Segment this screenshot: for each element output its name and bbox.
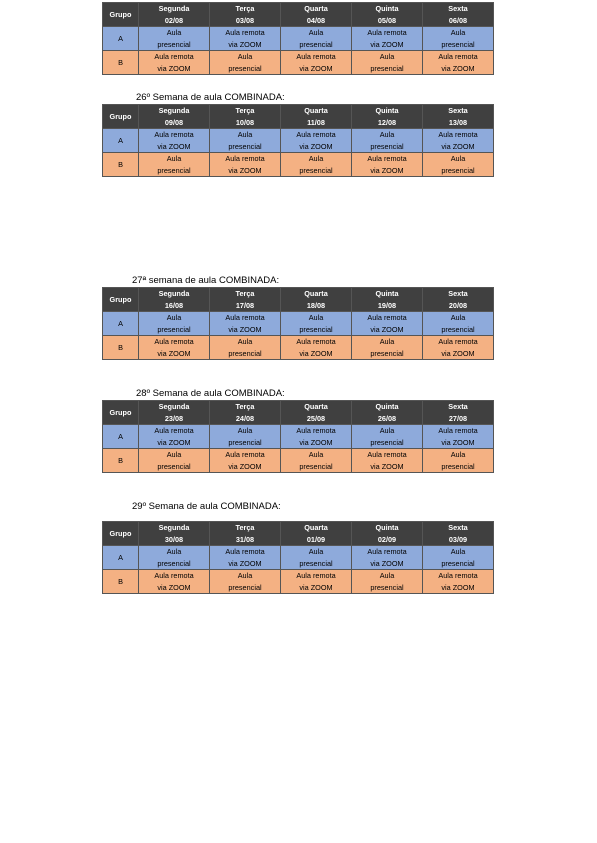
header-cell-terca: Terça 17/08: [210, 288, 281, 312]
class-cell: Aula remota via ZOOM: [210, 312, 281, 336]
group-a-row: [103, 425, 494, 449]
class-cell: Aula remota via ZOOM: [352, 153, 423, 177]
class-cell: Aula presencial: [210, 129, 281, 153]
schedule-table: [102, 2, 494, 75]
class-cell: Aula presencial: [139, 27, 210, 51]
header-row: [103, 522, 494, 546]
group-a-row: [103, 312, 494, 336]
header-cell-segunda: Segunda 02/08: [139, 3, 210, 27]
class-cell: Aula remota via ZOOM: [352, 312, 423, 336]
header-cell-sexta: Sexta 27/08: [423, 401, 494, 425]
header-cell-quarta: Quarta 01/09: [281, 522, 352, 546]
class-cell: Aula presencial: [281, 449, 352, 473]
class-cell: Aula presencial: [139, 546, 210, 570]
class-cell: Aula presencial: [352, 336, 423, 360]
class-cell: Aula remota via ZOOM: [352, 449, 423, 473]
header-cell-segunda: Segunda 30/08: [139, 522, 210, 546]
class-cell: Aula presencial: [281, 546, 352, 570]
group-b-row: [103, 449, 494, 473]
class-cell: Aula presencial: [210, 570, 281, 594]
class-cell: Aula remota via ZOOM: [139, 129, 210, 153]
class-cell: Aula presencial: [423, 546, 494, 570]
header-cell-segunda: Segunda 09/08: [139, 105, 210, 129]
class-cell: Aula remota via ZOOM: [281, 336, 352, 360]
header-cell-quinta: Quinta 12/08: [352, 105, 423, 129]
class-cell: Aula remota via ZOOM: [423, 129, 494, 153]
schedule-table: [102, 400, 494, 473]
schedule-table: [102, 287, 494, 360]
group-b-row: [103, 153, 494, 177]
class-cell: Aula remota via ZOOM: [281, 51, 352, 75]
header-cell-sexta: Sexta 20/08: [423, 288, 494, 312]
header-cell-quarta: Quarta 18/08: [281, 288, 352, 312]
class-cell: Aula remota via ZOOM: [281, 129, 352, 153]
class-cell: Aula remota via ZOOM: [281, 425, 352, 449]
header-cell-terca: Terça 24/08: [210, 401, 281, 425]
class-cell: Aula remota via ZOOM: [423, 425, 494, 449]
class-cell: Aula remota via ZOOM: [139, 336, 210, 360]
class-cell: Aula remota via ZOOM: [139, 51, 210, 75]
group-b-row: [103, 51, 494, 75]
header-row: [103, 288, 494, 312]
class-cell: Aula presencial: [281, 312, 352, 336]
class-cell: Aula remota via ZOOM: [423, 51, 494, 75]
header-row: [103, 401, 494, 425]
header-cell-sexta: Sexta 03/09: [423, 522, 494, 546]
group-label: B: [103, 449, 139, 473]
class-cell: Aula remota via ZOOM: [352, 546, 423, 570]
header-cell-grupo: Grupo: [103, 105, 139, 129]
week-heading: 29º Semana de aula COMBINADA:: [132, 501, 281, 512]
class-cell: Aula remota via ZOOM: [210, 153, 281, 177]
header-cell-terca: Terça 10/08: [210, 105, 281, 129]
class-cell: Aula presencial: [210, 425, 281, 449]
header-row: [103, 105, 494, 129]
class-cell: Aula presencial: [281, 27, 352, 51]
header-cell-grupo: Grupo: [103, 288, 139, 312]
group-a-row: [103, 27, 494, 51]
group-a-row: [103, 129, 494, 153]
class-cell: Aula remota via ZOOM: [423, 570, 494, 594]
header-cell-terca: Terça 03/08: [210, 3, 281, 27]
header-cell-sexta: Sexta 06/08: [423, 3, 494, 27]
header-cell-quinta: Quinta 02/09: [352, 522, 423, 546]
class-cell: Aula remota via ZOOM: [139, 425, 210, 449]
class-cell: Aula remota via ZOOM: [210, 546, 281, 570]
header-row: [103, 3, 494, 27]
group-label: A: [103, 425, 139, 449]
header-cell-segunda: Segunda 23/08: [139, 401, 210, 425]
header-cell-grupo: Grupo: [103, 3, 139, 27]
group-label: B: [103, 51, 139, 75]
class-cell: Aula presencial: [281, 153, 352, 177]
header-cell-quinta: Quinta 19/08: [352, 288, 423, 312]
class-cell: Aula presencial: [210, 336, 281, 360]
class-cell: Aula presencial: [352, 51, 423, 75]
class-cell: Aula presencial: [139, 312, 210, 336]
group-label: A: [103, 546, 139, 570]
class-cell: Aula presencial: [352, 425, 423, 449]
header-cell-segunda: Segunda 16/08: [139, 288, 210, 312]
group-b-row: [103, 336, 494, 360]
group-label: A: [103, 312, 139, 336]
header-cell-grupo: Grupo: [103, 522, 139, 546]
header-cell-grupo: Grupo: [103, 401, 139, 425]
class-cell: Aula presencial: [139, 153, 210, 177]
class-cell: Aula remota via ZOOM: [281, 570, 352, 594]
group-label: B: [103, 153, 139, 177]
class-cell: Aula presencial: [139, 449, 210, 473]
group-label: A: [103, 129, 139, 153]
group-label: A: [103, 27, 139, 51]
class-cell: Aula remota via ZOOM: [210, 449, 281, 473]
class-cell: Aula presencial: [210, 51, 281, 75]
group-a-row: [103, 546, 494, 570]
class-cell: Aula remota via ZOOM: [210, 27, 281, 51]
class-cell: Aula presencial: [352, 570, 423, 594]
header-cell-quinta: Quinta 05/08: [352, 3, 423, 27]
schedule-table: [102, 104, 494, 177]
group-label: B: [103, 570, 139, 594]
class-cell: Aula presencial: [423, 312, 494, 336]
week-heading: 27ª semana de aula COMBINADA:: [132, 275, 280, 286]
class-cell: Aula presencial: [352, 129, 423, 153]
class-cell: Aula remota via ZOOM: [139, 570, 210, 594]
week-heading: 26º Semana de aula COMBINADA:: [136, 92, 285, 103]
schedule-table: [102, 521, 494, 594]
header-cell-quinta: Quinta 26/08: [352, 401, 423, 425]
week-heading: 28º Semana de aula COMBINADA:: [136, 388, 285, 399]
class-cell: Aula remota via ZOOM: [352, 27, 423, 51]
class-cell: Aula presencial: [423, 27, 494, 51]
header-cell-quarta: Quarta 11/08: [281, 105, 352, 129]
header-cell-quarta: Quarta 25/08: [281, 401, 352, 425]
header-cell-quarta: Quarta 04/08: [281, 3, 352, 27]
class-cell: Aula presencial: [423, 153, 494, 177]
header-cell-terca: Terça 31/08: [210, 522, 281, 546]
class-cell: Aula presencial: [423, 449, 494, 473]
header-cell-sexta: Sexta 13/08: [423, 105, 494, 129]
group-b-row: [103, 570, 494, 594]
group-label: B: [103, 336, 139, 360]
class-cell: Aula remota via ZOOM: [423, 336, 494, 360]
